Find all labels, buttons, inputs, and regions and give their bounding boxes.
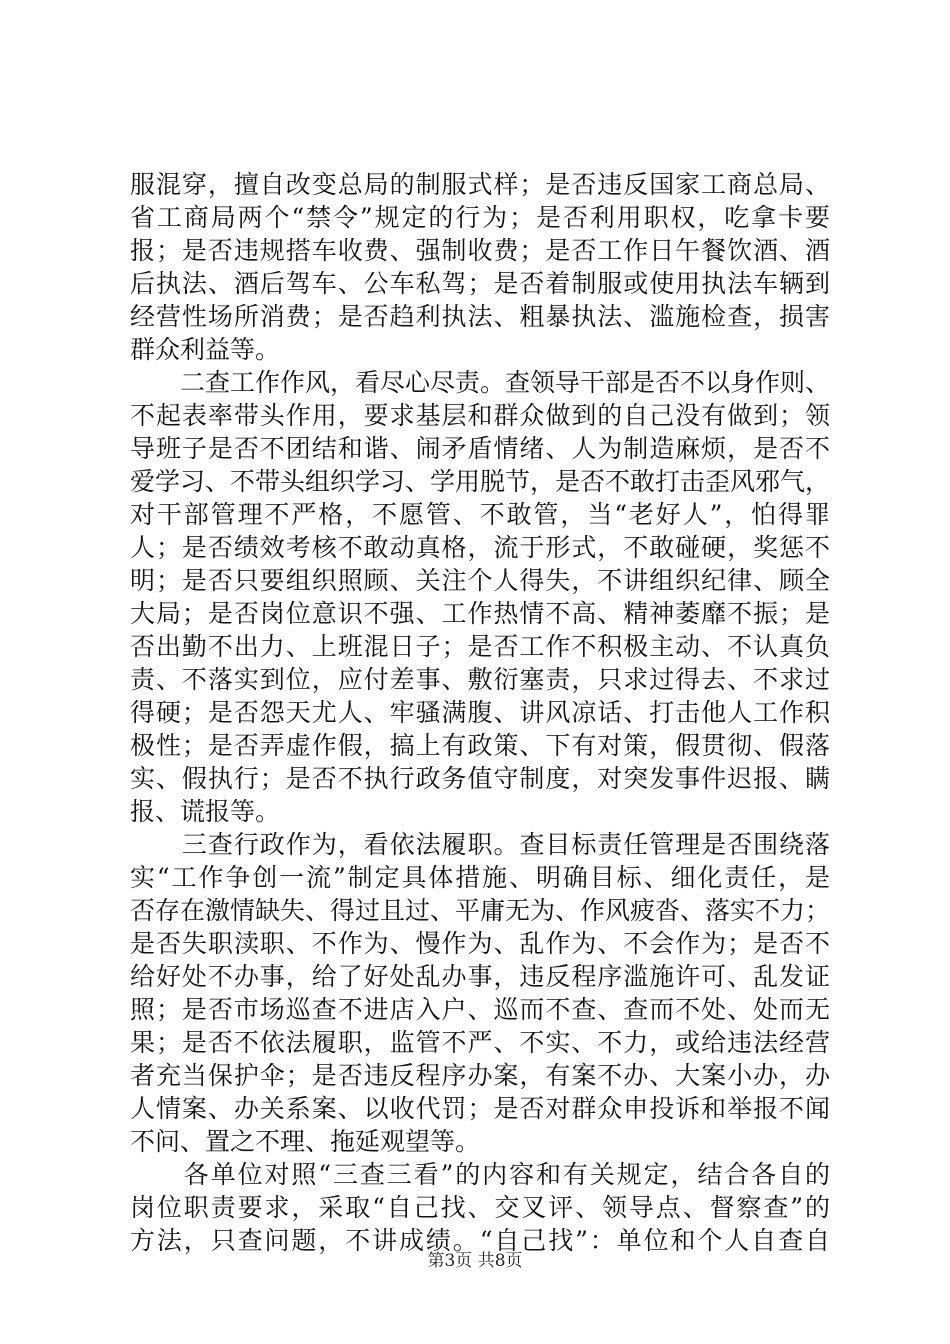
text-line: 岗位职责要求，采取“自己找、交叉评、领导点、督察查”的 <box>130 1193 830 1222</box>
text-line: 方法，只查问题，不讲成绩。“自己找”：单位和个人自查自 <box>130 1226 830 1255</box>
text-line: 省工商局两个“禁令”规定的行为；是否利用职权，吃拿卡要 <box>130 203 830 232</box>
text-line: 实“工作争创一流”制定具体措施、明确目标、细化责任，是 <box>130 863 830 892</box>
text-line: 明；是否只要组织照顾、关注个人得失，不讲组织纪律、顾全 <box>130 566 830 595</box>
text-line: 对干部管理不严格，不愿管、不敢管，当“老好人”，怕得罪 <box>130 500 830 529</box>
text-line: 照；是否市场巡查不进店入户、巡而不查、查而不处、处而无 <box>130 995 830 1024</box>
page-number-label: 第3页 共8页 <box>427 1251 523 1271</box>
text-line: 实、假执行；是否不执行政务值守制度，对突发事件迟报、瞒 <box>130 764 830 793</box>
text-line: 极性；是否弄虚作假，搞上有政策、下有对策，假贯彻、假落 <box>130 731 830 760</box>
text-line: 者充当保护伞；是否违反程序办案，有案不办、大案小办，办 <box>130 1061 830 1090</box>
text-line: 爱学习、不带头组织学习、学用脱节，是否不敢打击歪风邪气， <box>130 467 831 496</box>
text-line: 不问、置之不理、拖延观望等。 <box>130 1127 481 1156</box>
text-line: 三查行政作为，看依法履职。查目标责任管理是否围绕落 <box>130 830 830 859</box>
page-footer <box>0 1246 950 1271</box>
text-line: 群众利益等。 <box>130 335 281 364</box>
text-line: 否存在激情缺失、得过且过、平庸无为、作风疲沓、落实不力； <box>130 896 831 925</box>
text-line: 是否失职渎职、不作为、慢作为、乱作为、不会作为；是否不 <box>130 929 830 958</box>
text-line: 果；是否不依法履职，监管不严、不实、不力，或给违法经营 <box>130 1028 830 1057</box>
text-line: 报、谎报等。 <box>130 797 281 826</box>
text-line: 人；是否绩效考核不敢动真格，流于形式，不敢碰硬，奖惩不 <box>130 533 830 562</box>
text-line: 后执法、酒后驾车、公车私驾；是否着制服或使用执法车辆到 <box>130 269 830 298</box>
text-line: 经营性场所消费；是否趋利执法、粗暴执法、滥施检查，损害 <box>130 302 830 331</box>
text-line: 不起表率带头作用，要求基层和群众做到的自己没有做到；领 <box>130 401 830 430</box>
text-line: 报；是否违规搭车收费、强制收费；是否工作日午餐饮酒、酒 <box>130 236 830 265</box>
text-line: 得硬；是否怨天尤人、牢骚满腹、讲风凉话、打击他人工作积 <box>130 698 830 727</box>
text-line: 服混穿，擅自改变总局的制服式样；是否违反国家工商总局、 <box>130 170 830 199</box>
text-line: 导班子是否不团结和谐、闹矛盾情绪、人为制造麻烦，是否不 <box>130 434 830 463</box>
text-line: 人情案、办关系案、以收代罚；是否对群众申投诉和举报不闻 <box>130 1094 830 1123</box>
document-body <box>130 168 830 1257</box>
text-line: 大局；是否岗位意识不强、工作热情不高、精神萎靡不振；是 <box>130 599 830 628</box>
text-line: 各单位对照“三查三看”的内容和有关规定，结合各自的 <box>130 1160 830 1189</box>
text-line: 责、不落实到位，应付差事、敷衍塞责，只求过得去、不求过 <box>130 665 830 694</box>
text-line: 给好处不办事，给了好处乱办事，违反程序滥施许可、乱发证 <box>130 962 830 991</box>
text-line: 二查工作作风，看尽心尽责。查领导干部是否不以身作则、 <box>130 368 831 397</box>
text-line: 否出勤不出力、上班混日子；是否工作不积极主动、不认真负 <box>130 632 830 661</box>
